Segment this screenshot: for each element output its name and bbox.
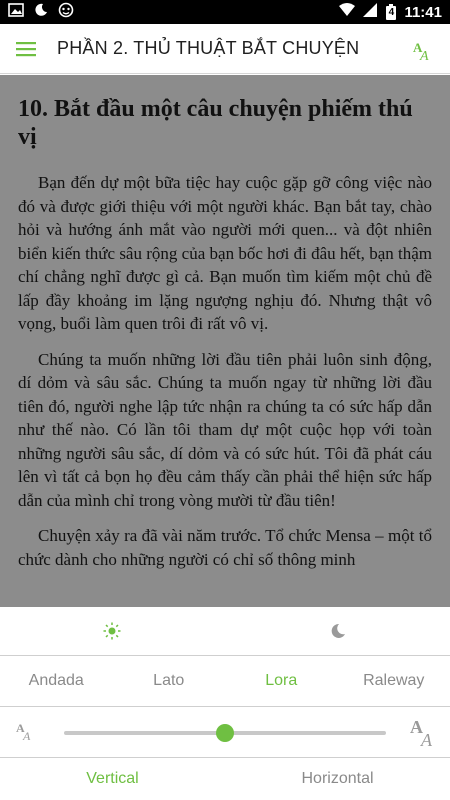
moon-notification-icon (34, 3, 48, 22)
paragraph: Chuyện xảy ra đã vài năm trước. Tổ chức Mensa – một tổ chức dành cho những người có chỉ số thông minh (18, 526, 432, 569)
sun-icon[interactable] (102, 621, 122, 641)
paragraph: Bạn đến dự một bữa tiệc hay cuộc gặp gỡ công việc nào đó và được giới thiệu với một người khác. Bạn bắt tay, chào hỏi và hướng ánh mắt vào người mới quen... và đột nhiên biển kiến thức sâu rộng của bạn bốc hơi đi đâu hết, bạn thậm chí chẳng nghĩ được gì cả. Bạn muốn tìm kiếm một chủ đề lấp đầy khoảng im lặng ngượng nghịu đó. Nhưng thật vô vọng, buổi làm quen trôi đi rất vô vị. (18, 173, 432, 333)
orientation-row (0, 758, 450, 800)
font-option-lato[interactable]: Lato (153, 672, 185, 689)
reading-settings-panel (0, 607, 450, 800)
battery-level-text: 4 (388, 7, 395, 18)
font-size-row (0, 707, 450, 758)
battery-icon (386, 4, 396, 20)
font-size-large-icon[interactable] (410, 717, 440, 754)
theme-row (0, 607, 450, 656)
app-notification-icon (58, 2, 74, 23)
svg-text:A: A (410, 717, 423, 737)
app-bar (0, 24, 450, 74)
moon-icon[interactable] (328, 621, 348, 641)
font-size-icon[interactable] (412, 40, 434, 67)
paragraph: Chúng ta muốn những lời đầu tiên phải luôn sinh động, dí dỏm và sâu sắc. Chúng ta muốn ngay từ những lời đầu tiên đó, người nghe lập tức nhận ra chúng ta có sức hấp dẫn như thế nào. Có lần tôi tham dự một cuộc họp với toàn những người sâu sắc, dí dỏm và có sức hút. Tôi đã phát cáu lên vì tất cả bọn họ đều cảm thấy cần phải thể hiện sức hấp dẫn của mình chỉ trong vòng mười từ đầu tiên! (18, 349, 432, 510)
signal-icon (363, 3, 378, 21)
orientation-vertical[interactable]: Vertical (86, 770, 139, 787)
clock: 11:41 (404, 3, 442, 21)
chapter-title: 10. Bắt đầu một câu chuyện phiếm thú vị (18, 96, 413, 150)
svg-text:A: A (421, 730, 432, 749)
orientation-horizontal[interactable]: Horizontal (301, 770, 374, 787)
wifi-icon (339, 3, 355, 21)
font-option-lora[interactable]: Lora (265, 672, 298, 689)
reading-content (0, 75, 450, 607)
svg-text:A: A (420, 49, 429, 62)
svg-text:A: A (23, 729, 31, 743)
font-option-andada[interactable]: Andada (28, 672, 84, 689)
hamburger-menu-icon[interactable] (16, 41, 36, 57)
gallery-notification-icon (8, 3, 24, 22)
svg-text:A: A (413, 40, 423, 55)
font-option-raleway[interactable]: Raleway (363, 672, 425, 689)
page-title: PHẦN 2. THỦ THUẬT BẮT CHUYỆN (57, 38, 360, 58)
svg-text:A: A (16, 721, 25, 735)
font-size-small-icon[interactable] (16, 721, 36, 748)
font-size-slider-thumb[interactable] (216, 724, 234, 742)
font-family-row (0, 656, 450, 707)
status-bar (0, 0, 450, 24)
